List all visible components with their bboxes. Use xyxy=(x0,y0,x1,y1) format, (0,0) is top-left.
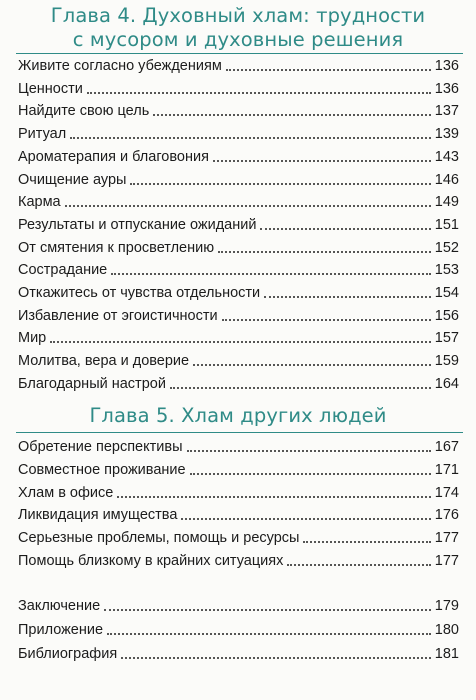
toc-page-number: 153 xyxy=(434,262,459,279)
toc-page-number: 149 xyxy=(434,194,459,211)
toc-entry-label: Ценности xyxy=(18,80,83,97)
toc-page-number: 181 xyxy=(434,646,459,662)
toc-page-number: 180 xyxy=(434,622,459,638)
toc-dot-leader xyxy=(130,183,430,185)
toc-dot-leader xyxy=(264,296,431,298)
toc-entry-label: Обретение перспективы xyxy=(18,439,183,455)
toc-page-number: 157 xyxy=(434,330,459,347)
chapter-4-divider xyxy=(16,53,463,54)
toc-dot-leader xyxy=(117,496,430,498)
toc-entry-label: Молитва, вера и доверие xyxy=(18,353,190,370)
toc-dot-leader xyxy=(287,564,430,566)
toc-entry-label: Приложение xyxy=(18,622,104,638)
toc-entry-label: Избавление от эгоистичности xyxy=(18,307,218,324)
chapter-5-entry[interactable] xyxy=(18,528,459,548)
chapter-4-entry[interactable] xyxy=(18,124,459,144)
chapter-4-entry[interactable] xyxy=(18,374,459,394)
toc-entry-label: Живите согласно убеждениям xyxy=(18,58,222,74)
toc-entry-label: Карма xyxy=(18,194,61,211)
toc-dot-leader xyxy=(303,541,430,543)
toc-dot-leader xyxy=(87,92,431,94)
back-matter-entry[interactable] xyxy=(18,596,459,616)
toc-page-number: 174 xyxy=(434,484,459,501)
toc-page-number: 139 xyxy=(434,126,459,143)
toc-dot-leader xyxy=(193,364,431,366)
chapter-4-entry[interactable] xyxy=(18,306,459,326)
chapter-4-entry[interactable] xyxy=(18,238,459,258)
chapter-5-entry[interactable] xyxy=(18,483,459,503)
chapter-4-entry[interactable] xyxy=(18,56,459,76)
chapter-5-entry[interactable] xyxy=(18,460,459,480)
toc-entry-label: Благодарный настрой xyxy=(18,375,166,392)
toc-dot-leader xyxy=(213,160,431,162)
chapter-4-entry[interactable] xyxy=(18,192,459,212)
toc-dot-leader xyxy=(181,518,430,520)
toc-entry-label: Ритуал xyxy=(18,126,67,143)
chapter-5-entry[interactable] xyxy=(18,437,459,457)
chapter-4-title-line-1: Глава 4. Духовный хлам: трудности xyxy=(50,4,426,27)
chapter-5-title: Глава 5. Хлам других людей xyxy=(89,404,387,427)
toc-dot-leader xyxy=(187,450,431,452)
toc-dot-leader xyxy=(50,341,431,343)
toc-dot-leader xyxy=(226,69,431,71)
chapter-4-entry[interactable] xyxy=(18,147,459,167)
toc-page-number: 136 xyxy=(434,80,459,97)
toc-entry-label: Мир xyxy=(18,330,47,347)
toc-page-number: 176 xyxy=(434,507,459,524)
toc-entry-label: Ликвидация имущества xyxy=(18,507,178,524)
toc-entry-label: От смятения к просветлению xyxy=(18,239,215,256)
toc-page-number: 177 xyxy=(434,553,459,569)
chapter-4-entry[interactable] xyxy=(18,351,459,371)
toc-dot-leader xyxy=(153,114,431,116)
toc-page-number: 167 xyxy=(434,439,459,455)
toc-entry-label: Ароматерапия и благовония xyxy=(18,148,209,165)
toc-page-number: 151 xyxy=(434,216,459,233)
toc-page-number: 177 xyxy=(434,530,459,547)
toc-entry-label: Откажитесь от чувства отдельности xyxy=(18,285,261,301)
toc-page-number: 143 xyxy=(434,148,459,165)
toc-dot-leader xyxy=(170,387,431,389)
toc-entry-label: Совместное проживание xyxy=(18,461,186,478)
toc-page-number: 156 xyxy=(434,307,459,324)
toc-dot-leader xyxy=(70,137,431,139)
chapter-4-entry[interactable] xyxy=(18,215,459,235)
toc-entry-label: Найдите свою цель xyxy=(18,103,150,120)
toc-entry-label: Очищение ауры xyxy=(18,171,127,188)
chapter-4-title-line-2: с мусором и духовные решения xyxy=(72,28,404,51)
chapter-4-entry[interactable] xyxy=(18,328,459,348)
toc-page-number: 136 xyxy=(434,58,459,74)
toc-page-number: 154 xyxy=(434,285,459,301)
toc-page-number: 146 xyxy=(434,171,459,188)
toc-entry-label: Серьезные проблемы, помощь и ресурсы xyxy=(18,530,300,547)
toc-dot-leader xyxy=(107,633,431,635)
toc-dot-leader xyxy=(111,273,431,275)
toc-page-number: 137 xyxy=(434,103,459,120)
toc-dot-leader xyxy=(260,228,430,230)
toc-page-number: 152 xyxy=(434,239,459,256)
back-matter-entry[interactable] xyxy=(18,644,459,664)
toc-entry-label: Помощь близкому в крайних ситуациях xyxy=(18,553,284,569)
toc-dot-leader xyxy=(121,657,431,659)
chapter-5-entry[interactable] xyxy=(18,505,459,525)
toc-page-number: 179 xyxy=(434,598,459,614)
toc-page-number: 159 xyxy=(434,353,459,370)
chapter-5-entry[interactable] xyxy=(18,551,459,571)
chapter-4-entry[interactable] xyxy=(18,283,459,303)
toc-page-number: 164 xyxy=(434,375,459,392)
toc-dot-leader xyxy=(104,609,431,611)
toc-dot-leader xyxy=(222,319,431,321)
back-matter-entry[interactable] xyxy=(18,620,459,640)
chapter-4-entry[interactable] xyxy=(18,260,459,280)
toc-entry-label: Хлам в офисе xyxy=(18,484,114,501)
chapter-4-entry[interactable] xyxy=(18,79,459,99)
toc-entry-label: Заключение xyxy=(18,598,101,614)
toc-dot-leader xyxy=(65,205,431,207)
toc-entry-label: Библиография xyxy=(18,646,118,662)
chapter-4-entry[interactable] xyxy=(18,101,459,121)
chapter-4-entry[interactable] xyxy=(18,170,459,190)
toc-entry-label: Сострадание xyxy=(18,262,108,279)
toc-page-number: 171 xyxy=(434,461,459,478)
chapter-5-divider xyxy=(16,432,463,433)
toc-dot-leader xyxy=(218,251,431,253)
toc-entry-label: Результаты и отпускание ожиданий xyxy=(18,216,257,233)
toc-dot-leader xyxy=(190,473,431,475)
